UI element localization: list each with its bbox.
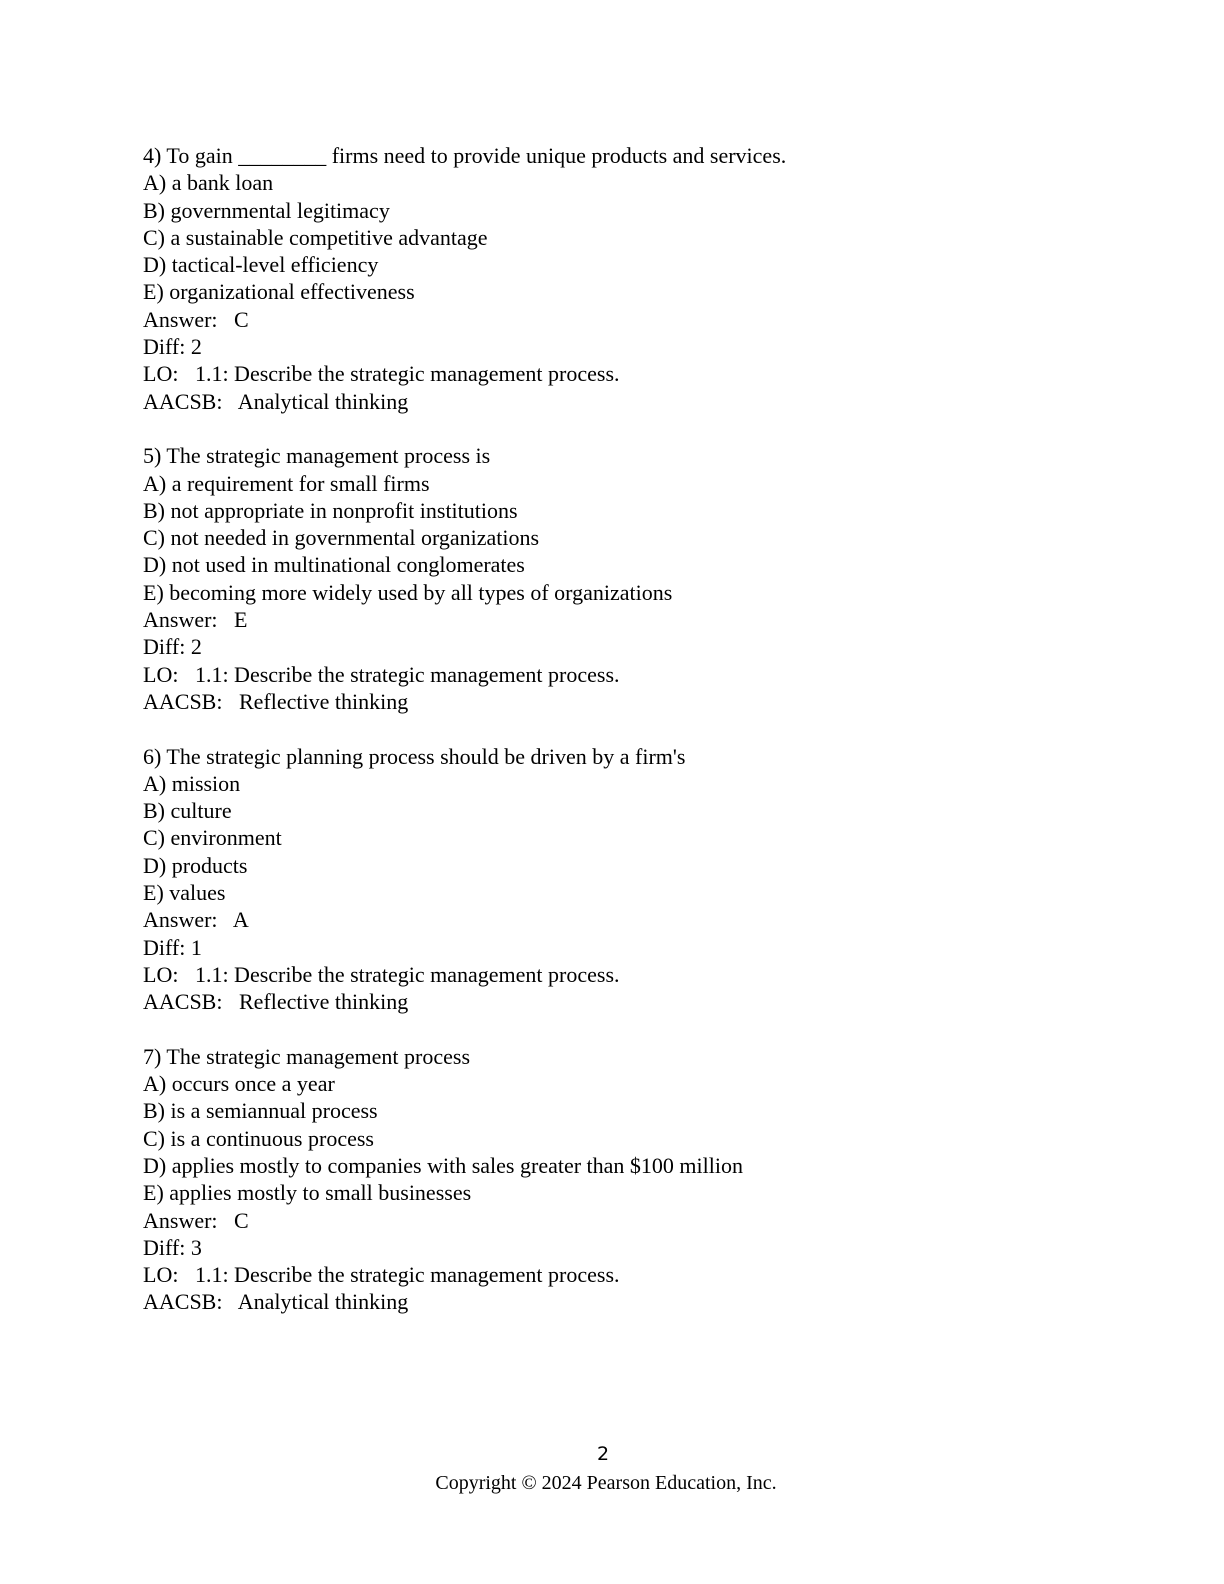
question-list: [143, 142, 1123, 1343]
answer-option: B) is a semiannual process: [143, 1098, 378, 1124]
answer-option: E) becoming more widely used by all types of organizations: [143, 579, 673, 605]
question-stem: 5) The strategic management process is: [143, 443, 491, 469]
answer-option: C) environment: [143, 825, 282, 851]
answer-option: E) organizational effectiveness: [143, 279, 415, 305]
answer-option: D) products: [143, 852, 248, 878]
aacsb-tag: AACSB: Analytical thinking: [143, 1289, 409, 1315]
answer-option: E) values: [143, 880, 226, 906]
answer-key: Answer: C: [143, 306, 249, 332]
answer-option: C) is a continuous process: [143, 1125, 374, 1151]
question-block: [143, 442, 1123, 715]
answer-option: D) tactical-level efficiency: [143, 252, 379, 278]
answer-key: Answer: E: [143, 607, 248, 633]
difficulty: Diff: 1: [143, 934, 202, 960]
answer-option: A) occurs once a year: [143, 1071, 335, 1097]
question-stem: 7) The strategic management process: [143, 1043, 471, 1069]
page-number: 2: [596, 1443, 610, 1465]
question-stem: 6) The strategic planning process should be driven by a firm's: [143, 743, 686, 769]
answer-option: B) governmental legitimacy: [143, 197, 390, 223]
aacsb-tag: AACSB: Analytical thinking: [143, 388, 409, 414]
answer-option: C) not needed in governmental organizations: [143, 525, 540, 551]
answer-option: E) applies mostly to small businesses: [143, 1180, 472, 1206]
answer-option: B) not appropriate in nonprofit institutions: [143, 497, 518, 523]
learning-objective: LO: 1.1: Describe the strategic management process.: [143, 1262, 620, 1288]
question-block: [143, 1043, 1123, 1316]
answer-option: D) applies mostly to companies with sales greater than $100 million: [143, 1152, 743, 1178]
question-block: [143, 743, 1123, 1016]
question-block: [143, 142, 1123, 415]
difficulty: Diff: 3: [143, 1234, 202, 1260]
answer-option: C) a sustainable competitive advantage: [143, 224, 488, 250]
learning-objective: LO: 1.1: Describe the strategic management process.: [143, 361, 620, 387]
answer-option: A) mission: [143, 770, 241, 796]
learning-objective: LO: 1.1: Describe the strategic management process.: [143, 661, 620, 687]
difficulty: Diff: 2: [143, 334, 202, 360]
aacsb-tag: AACSB: Reflective thinking: [143, 989, 409, 1015]
copyright-notice: Copyright © 2024 Pearson Education, Inc.: [435, 1472, 777, 1494]
answer-key: Answer: C: [143, 1207, 249, 1233]
answer-option: B) culture: [143, 798, 232, 824]
difficulty: Diff: 2: [143, 634, 202, 660]
aacsb-tag: AACSB: Reflective thinking: [143, 688, 409, 714]
answer-option: A) a bank loan: [143, 170, 274, 196]
answer-option: A) a requirement for small firms: [143, 470, 430, 496]
answer-option: D) not used in multinational conglomerates: [143, 552, 525, 578]
learning-objective: LO: 1.1: Describe the strategic management process.: [143, 961, 620, 987]
question-stem: 4) To gain ________ firms need to provide unique products and services.: [143, 143, 787, 168]
answer-key: Answer: A: [143, 907, 249, 933]
